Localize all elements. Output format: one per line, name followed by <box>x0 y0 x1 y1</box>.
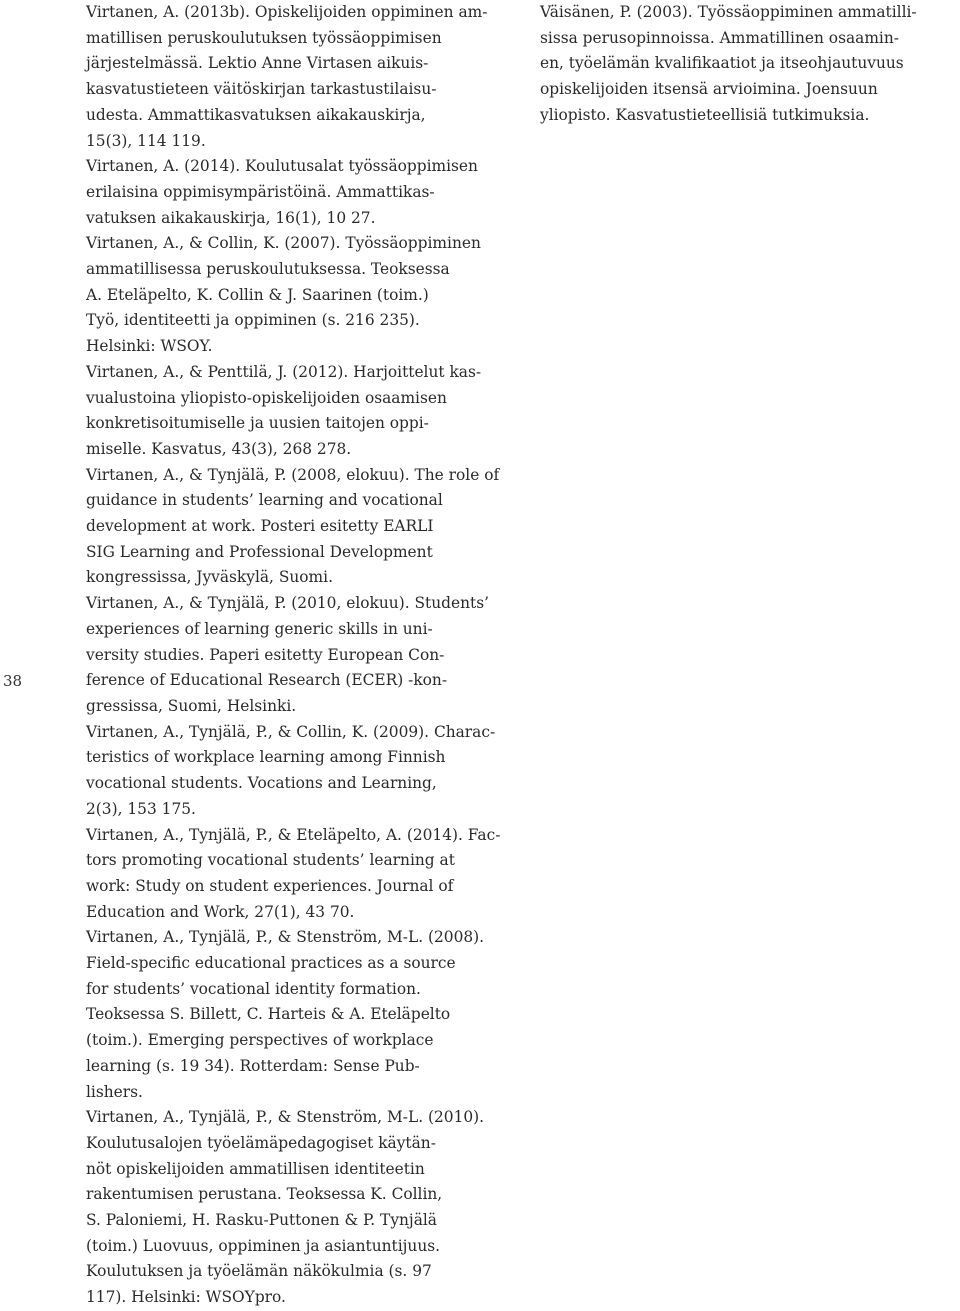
reference-entry <box>86 154 506 231</box>
reference-line: rakentumisen perustana. Teoksessa K. Collin, <box>86 1185 443 1204</box>
reference-line: konkretisoitumiselle ja uusien taitojen oppi- <box>86 414 429 433</box>
reference-line: järjestelmässä. Lektio Anne Virtasen aikuis- <box>86 54 429 73</box>
reference-entry <box>86 1105 506 1311</box>
reference-line: yliopisto. Kasvatustieteellisiä tutkimuksia. <box>540 105 870 124</box>
reference-line: sissa perusopinnoissa. Ammatillinen osaamin- <box>540 28 899 47</box>
reference-line: Virtanen, A., & Tynjälä, P. (2008, elokuu). The role of <box>86 465 500 484</box>
reference-line: Virtanen, A., & Collin, K. (2007). Työssäoppiminen <box>86 234 481 253</box>
reference-line: Työ, identiteetti ja oppiminen (s. 216 235). <box>86 311 420 330</box>
reference-line: Väisänen, P. (2003). Työssäoppiminen ammatilli- <box>540 3 917 21</box>
reference-line: Koulutusalojen työelämäpedagogiset käytän- <box>86 1133 436 1152</box>
reference-entry <box>86 463 506 592</box>
reference-line: development at work. Posteri esitetty EARLI <box>86 517 434 536</box>
reference-line: matillisen peruskoulutuksen työssäoppimisen <box>86 28 442 47</box>
reference-line: en, työelämän kvalifikaatiot ja itseohjautuvuus <box>540 54 904 73</box>
reference-line: Education and Work, 27(1), 43 70. <box>86 902 355 921</box>
reference-entry <box>86 720 506 823</box>
reference-line: learning (s. 19 34). Rotterdam: Sense Pub- <box>86 1056 420 1075</box>
reference-entry <box>86 231 506 360</box>
reference-line: versity studies. Paperi esitetty European Con- <box>86 645 445 664</box>
reference-line: for students’ vocational identity formation. <box>86 979 421 998</box>
reference-line: Virtanen, A., Tynjälä, P., & Collin, K. (2009). Charac- <box>86 722 496 741</box>
reference-line: (toim.) Luovuus, oppiminen ja asiantuntijuus. <box>86 1236 441 1255</box>
reference-line: gressissa, Suomi, Helsinki. <box>86 696 297 715</box>
reference-entry <box>86 925 506 1105</box>
reference-line: lishers. <box>86 1082 143 1101</box>
reference-line: nöt opiskelijoiden ammatillisen identiteetin <box>86 1159 425 1178</box>
reference-line: Koulutuksen ja työelämän näkökulmia (s. 97 <box>86 1262 432 1281</box>
reference-line: Virtanen, A., & Tynjälä, P. (2010, elokuu). Students’ <box>86 594 489 613</box>
reference-entry <box>540 0 960 129</box>
reference-line: Teoksessa S. Billett, C. Harteis & A. Eteläpelto <box>86 1005 451 1024</box>
reference-line: vatuksen aikakauskirja, 16(1), 10 27. <box>86 208 376 227</box>
reference-line: Virtanen, A. (2014). Koulutusalat työssäoppimisen <box>86 157 478 176</box>
references-left-column <box>86 0 506 1311</box>
reference-line: miselle. Kasvatus, 43(3), 268 278. <box>86 439 352 458</box>
reference-line: experiences of learning generic skills in uni- <box>86 619 433 638</box>
reference-line: SIG Learning and Professional Development <box>86 542 433 561</box>
reference-line: ference of Educational Research (ECER) -kon- <box>86 671 448 690</box>
reference-line: udesta. Ammattikasvatuksen aikakauskirja, <box>86 105 426 124</box>
reference-entry <box>86 360 506 463</box>
reference-line: vocational students. Vocations and Learning, <box>86 774 437 793</box>
reference-line: 117). Helsinki: WSOYpro. <box>86 1288 286 1307</box>
reference-line: Virtanen, A. (2013b). Opiskelijoiden oppiminen am- <box>86 3 488 21</box>
reference-line: kasvatustieteen väitöskirjan tarkastustilaisu- <box>86 80 437 99</box>
reference-line: guidance in students’ learning and vocational <box>86 491 443 510</box>
reference-line: S. Paloniemi, H. Rasku-Puttonen & P. Tynjälä <box>86 1211 437 1230</box>
page-number: 38 <box>3 672 23 690</box>
reference-line: Virtanen, A., Tynjälä, P., & Stenström, M-L. (2010). <box>86 1108 485 1127</box>
reference-line: opiskelijoiden itsensä arvioimina. Joensuun <box>540 80 878 99</box>
reference-line: Virtanen, A., Tynjälä, P., & Eteläpelto, A. (2014). Fac- <box>86 825 501 844</box>
reference-line: Helsinki: WSOY. <box>86 337 213 356</box>
reference-line: Virtanen, A., & Penttilä, J. (2012). Harjoittelut kas- <box>86 362 482 381</box>
references-right-column <box>540 0 960 129</box>
reference-line: tors promoting vocational students’ learning at <box>86 851 455 870</box>
reference-line: kongressissa, Jyväskylä, Suomi. <box>86 568 333 587</box>
reference-line: Virtanen, A., Tynjälä, P., & Stenström, M-L. (2008). <box>86 928 485 947</box>
reference-line: ammatillisessa peruskoulutuksessa. Teoksessa <box>86 260 450 279</box>
reference-line: (toim.). Emerging perspectives of workplace <box>86 1031 434 1050</box>
reference-line: 15(3), 114 119. <box>86 131 206 150</box>
reference-entry <box>86 591 506 720</box>
reference-line: 2(3), 153 175. <box>86 799 196 818</box>
reference-line: erilaisina oppimisympäristöinä. Ammattikas- <box>86 182 435 201</box>
reference-line: vualustoina yliopisto-opiskelijoiden osaamisen <box>86 388 447 407</box>
reference-line: Field-specific educational practices as a source <box>86 954 456 973</box>
reference-entry <box>86 823 506 926</box>
reference-line: teristics of workplace learning among Finnish <box>86 748 446 767</box>
reference-line: work: Study on student experiences. Journal of <box>86 876 454 895</box>
reference-entry <box>86 0 506 154</box>
reference-line: A. Eteläpelto, K. Collin & J. Saarinen (toim.) <box>86 285 429 304</box>
